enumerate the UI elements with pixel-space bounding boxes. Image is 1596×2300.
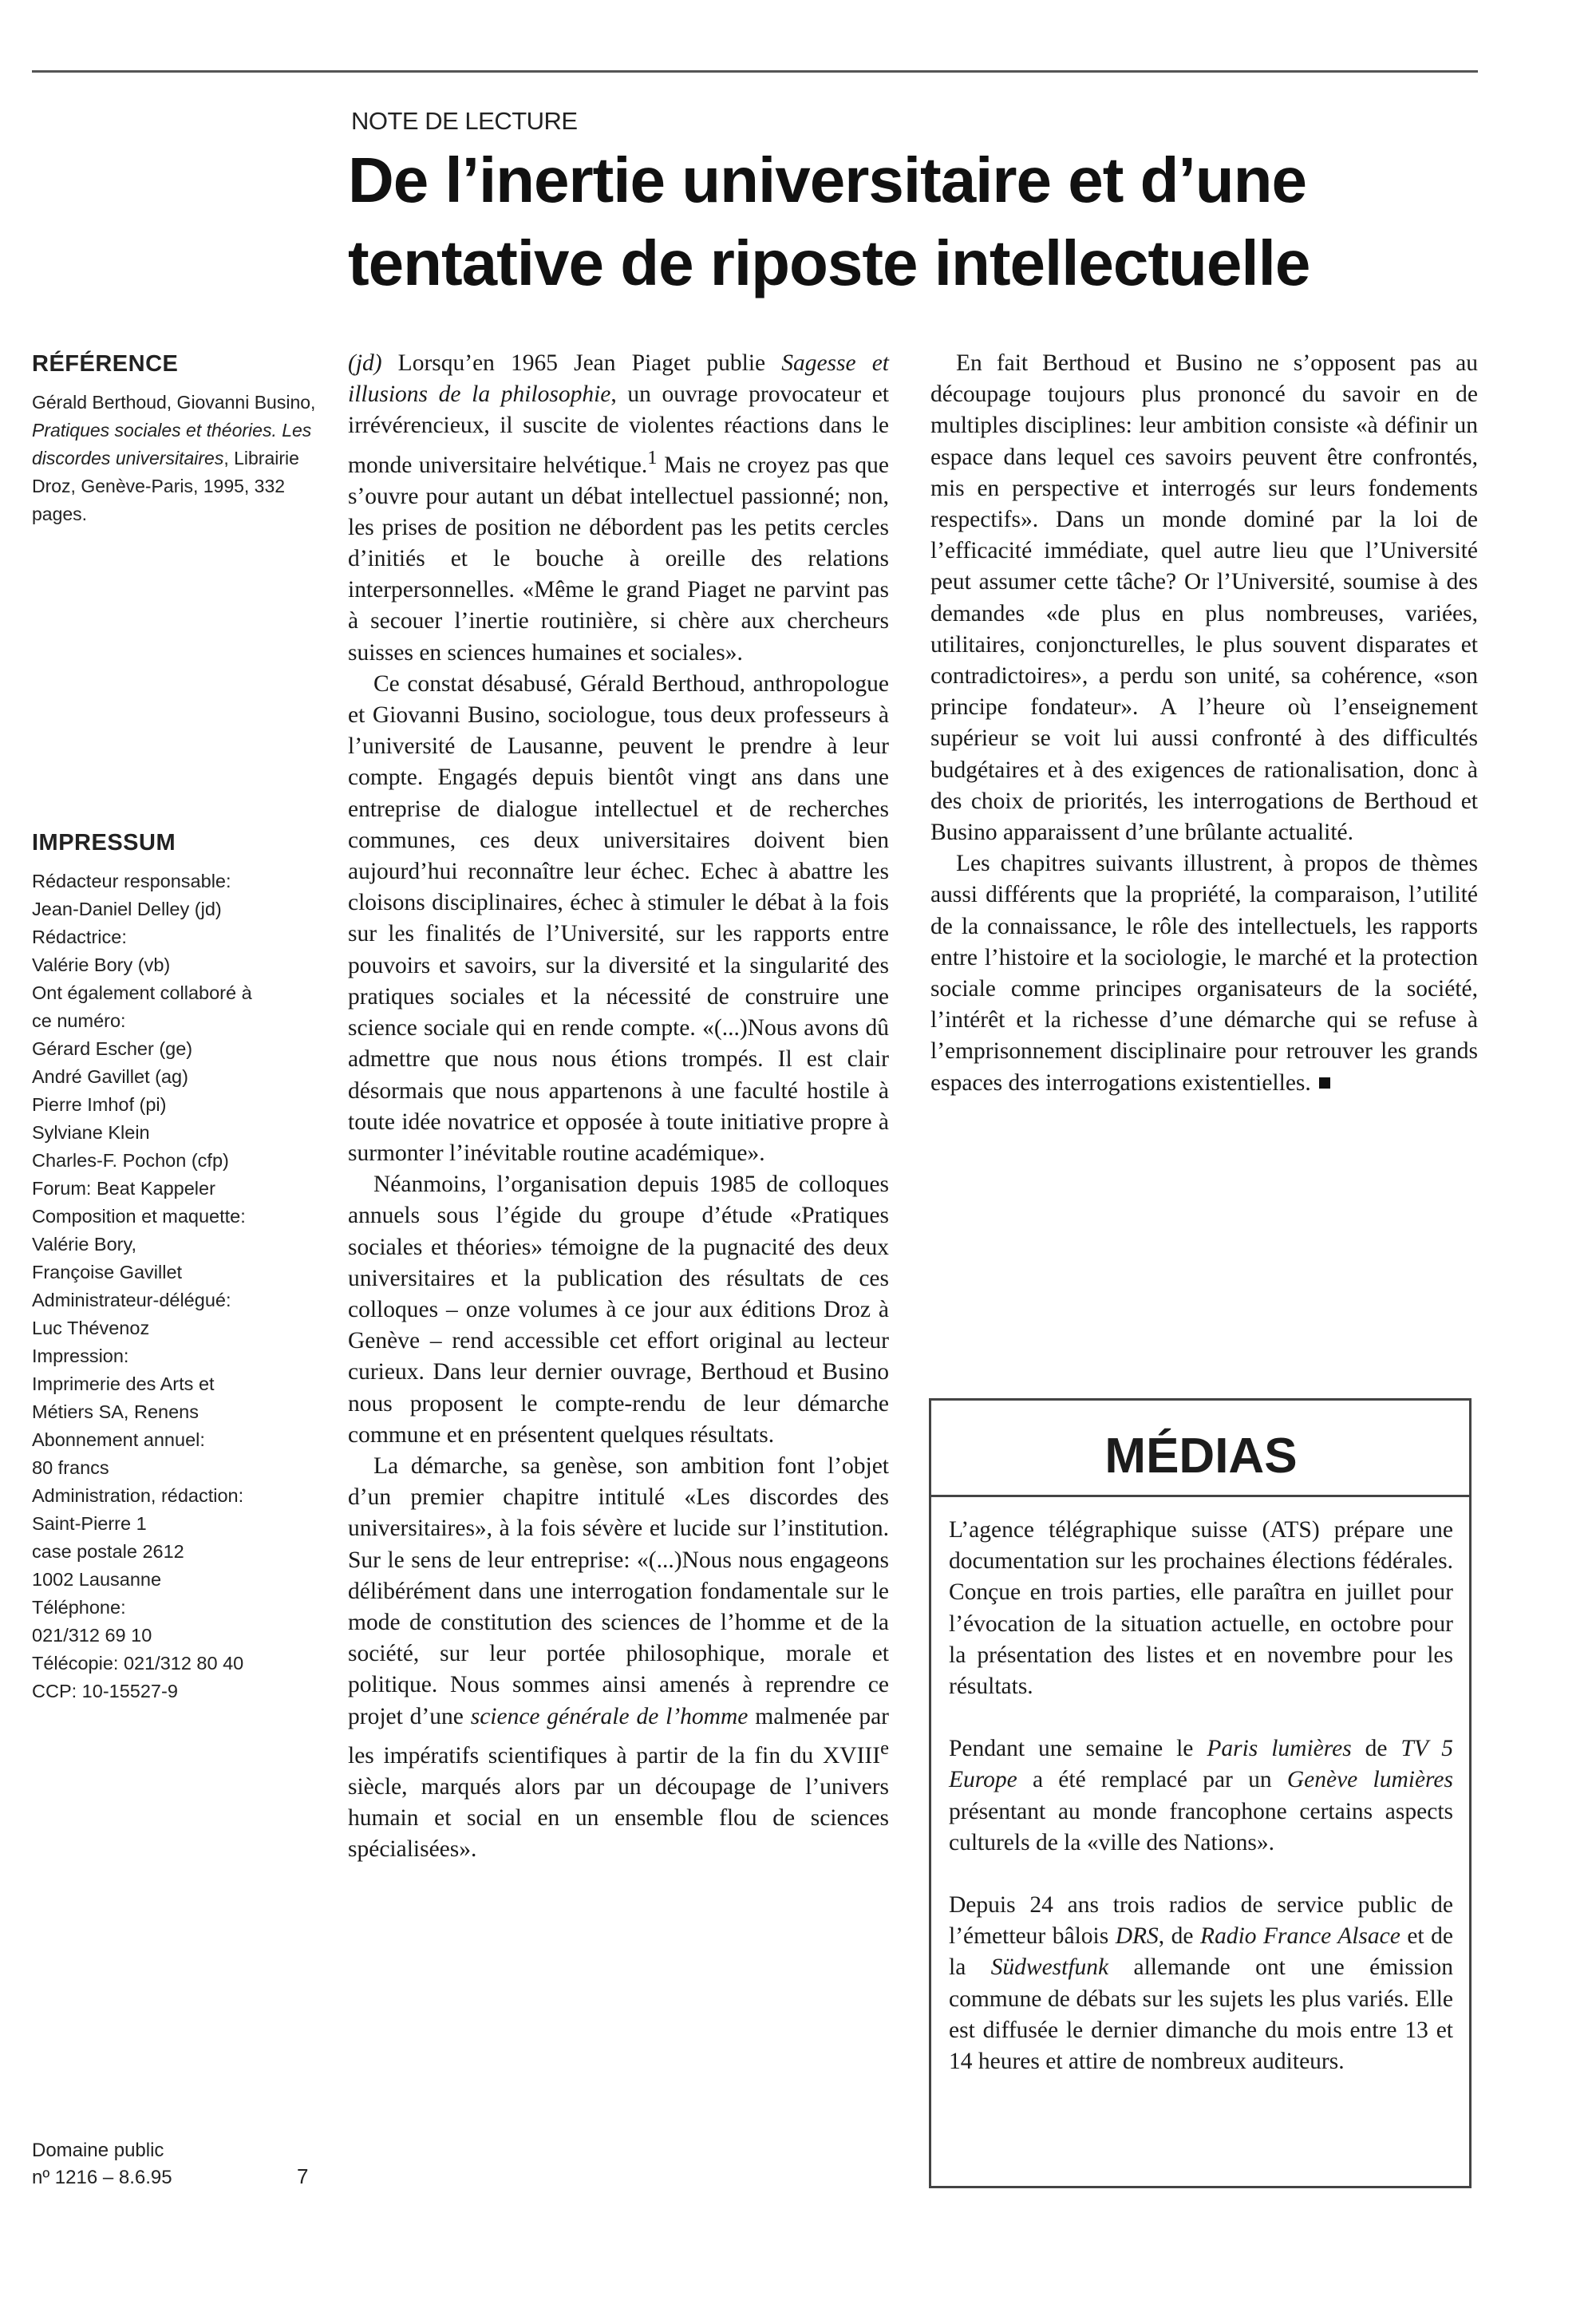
reference-text <box>32 389 319 528</box>
impressum-line: Télécopie: 021/312 80 40 <box>32 1653 244 1674</box>
end-of-article-mark <box>1319 1077 1330 1089</box>
impressum-line: Valérie Bory (vb) <box>32 954 171 975</box>
impressum-line: Françoise Gavillet <box>32 1262 183 1282</box>
medias-item: Pendant une semaine le Paris lumières de TV 5 Europe a été remplacé par un Genève lumières présentant au monde francophone certains aspects culturels de la «ville des Nations». <box>949 1736 1454 1855</box>
reference-publisher: , Librairie Droz, Genève-Paris, 1995, 332 pages. <box>32 448 299 524</box>
article-paragraph: Les chapitres suivants illustrent, à propos de thèmes aussi différents que la propriété, la comparaison, l’utilité de la connaissance, le rôle des intellectuels, les rapports entre l’histoire et la sociologie, le marché et la protection sociale comme principes organisateurs de la société, l’intérêt et la richesse d’une démarche qui se refuse à l’emprisonnement disciplinaire pour retrouver les grands espaces des interrogations existentielles. <box>930 851 1478 1096</box>
impressum-line: Saint-Pierre 1 <box>32 1513 147 1534</box>
medias-item: L’agence télégraphique suisse (ATS) prépare une documentation sur les prochaines élections fédérales. Conçue en trois parties, elle paraîtra en juillet pour l’évocation de la situation actuelle, en octobre pour la présentation des listes et en novembre pour les résultats. <box>949 1517 1453 1700</box>
article-paragraph: (jd) Lorsqu’en 1965 Jean Piaget publie Sagesse et illusions de la philosophie, un ouvrage provocateur et irrévérencieux, il suscite de violentes réactions dans le monde universitaire helvétique.$^1$ Mais ne croyez pas que s’ouvre pour autant un débat intellectuel passionné; non, les prises de position ne débordent pas les petits cercles d’initiés et le bouche à oreille des relations interpersonnelles. «Même le grand Piaget ne parvint pas à secouer l’inertie routinière, si chère aux chercheurs suisses en sciences humaines et sociales». <box>348 350 889 666</box>
century-superscript: e <box>880 1737 889 1759</box>
article-column-2 <box>930 348 1478 1099</box>
article-paragraph: Néanmoins, l’organisation depuis 1985 de colloques annuels sous l’égide du groupe d’étude «Pratiques sociales et théories» témoigne de la pugnacité des deux universitaires et la publication des résultats de ces colloques – onze volumes à ce jour aux éditions Droz à Genève – rend accessible cet effort original au lecteur curieux. Dans leur dernier ouvrage, Berthoud et Busino nous proposent le compte-rendu de leur démarche commune et en présentent quelques résultats. <box>348 1172 889 1448</box>
impressum-line: André Gavillet (ag) <box>32 1066 188 1087</box>
impressum-line: Rédactrice: <box>32 927 127 947</box>
impressum-line: Métiers SA, Renens <box>32 1401 199 1422</box>
reference-section <box>32 351 319 528</box>
footnote-marker: 1 <box>647 446 658 468</box>
article-paragraph: La démarche, sa genèse, son ambition font l’objet d’un premier chapitre intitulé «Les discordes des universitaires», à la fois sévère et lucide sur l’institution. Sur le sens de leur entreprise: «(...)Nous nous engageons délibérément dans une interrogation fondamentale sur le mode de constitution des sciences de l’homme et de la société, sur leur portée philosophique, morale et politique. Nous sommes ainsi amenés à reprendre ce projet d’une science générale de l’homme malmenée par les impératifs scientifiques à partir de la fin du XVIIIe siècle, marqués alors par un découpage de l’univers humain et social en un ensemble flou de sciences spécialisées». <box>348 1452 889 1863</box>
impressum-line: Luc Thévenoz <box>32 1318 150 1338</box>
impressum-line: 1002 Lausanne <box>32 1569 162 1590</box>
issue-number: nº 1216 – 8.6.95 <box>32 2167 172 2188</box>
impressum-line: case postale 2612 <box>32 1541 184 1562</box>
impressum-line: Charles-F. Pochon (cfp) <box>32 1150 229 1171</box>
medias-box <box>929 1398 1472 2188</box>
page-number: 7 <box>297 2164 309 2188</box>
impressum-section <box>32 830 319 1705</box>
emphasized-phrase: science générale de l’homme <box>470 1703 749 1729</box>
impressum-line: CCP: 10-15527-9 <box>32 1681 178 1701</box>
author-signature: (jd) <box>348 350 382 376</box>
impressum-line: ce numéro: <box>32 1010 126 1031</box>
impressum-heading: IMPRESSUM <box>32 830 176 856</box>
impressum-line: Jean-Daniel Delley (jd) <box>32 899 222 919</box>
medias-item: Depuis 24 ans trois radios de service public de l’émetteur bâlois DRS, de Radio France Alsace et de la Südwestfunk allemande ont une émission commune de débats sur les sujets les plus variés. Elle est diffusée le dernier dimanche du mois entre 13 et 14 heures et attire de nombreux auditeurs. <box>949 1892 1453 2075</box>
medias-title: MÉDIAS <box>1104 1429 1298 1484</box>
article-paragraph: Ce constat désabusé, Gérald Berthoud, anthropologue et Giovanni Busino, sociologue, tous deux professeurs à l’université de Lausanne, peuvent le prendre à leur compte. Engagés depuis bientôt vingt ans dans une entreprise de dialogue intellectuel et de recherches communes, ces deux universitaires doivent bien aujourd’hui reconnaître leur échec. Echec à abattre les cloisons disciplinaires, échec à stimuler le débat à la fois sur les finalités de l’Université, sur les rapports entre pouvoirs et savoirs, sur la diversité et la singularité des pratiques sociales et la nécessité de construire une science sociale qui en rende compte. «(...)Nous avons dû admettre que nous nous étions trompés. Il est clair désormais que nous appartenons à une faculté hostile à toute idée novatrice et opposée à toute initiative propre à surmonter l’inévitable routine académique». <box>348 670 889 1166</box>
publication-footer <box>32 2137 319 2191</box>
cited-book-title: Sagesse et illusions de la philosophie <box>348 350 889 408</box>
impressum-line: Pierre Imhof (pi) <box>32 1094 167 1115</box>
impressum-line: 80 francs <box>32 1457 109 1478</box>
impressum-line: Abonnement annuel: <box>32 1429 205 1450</box>
reference-authors: Gérald Berthoud, Giovanni Busino, <box>32 392 316 413</box>
impressum-line: Administrateur-délégué: <box>32 1290 231 1310</box>
impressum-line: Rédacteur responsable: <box>32 871 231 891</box>
impressum-line: Administration, rédaction: <box>32 1485 244 1506</box>
impressum-line: Ont également collaboré à <box>32 982 252 1003</box>
impressum-line: Gérard Escher (ge) <box>32 1038 193 1059</box>
impressum-line: Forum: Beat Kappeler <box>32 1178 215 1199</box>
article-title-line-1: De l’inertie universitaire et d’une <box>348 144 1306 215</box>
impressum-line: 021/312 69 10 <box>32 1625 152 1646</box>
top-rule <box>32 70 1478 73</box>
impressum-line: Sylviane Klein <box>32 1122 150 1143</box>
article-kicker: NOTE DE LECTURE <box>351 107 578 135</box>
impressum-line: Composition et maquette: <box>32 1206 246 1227</box>
impressum-line: Impression: <box>32 1346 129 1366</box>
article-column-1 <box>348 348 889 1865</box>
medias-rule <box>931 1495 1469 1497</box>
reference-book-title: Pratiques sociales et théories. Les discordes universitaires <box>32 420 312 468</box>
reference-heading: RÉFÉRENCE <box>32 351 179 377</box>
impressum-line: Valérie Bory, <box>32 1234 137 1255</box>
article-paragraph: En fait Berthoud et Busino ne s’opposent pas au découpage toujours plus prononcé du savoir en de multiples disciplines: leur ambition consiste «à définir un espace dans lequel ces savoirs peuvent être confrontés, mis en perspective et interrogés sur leurs fondements respectifs». Dans un monde dominé par la loi de l’efficacité immédiate, quel autre lieu que l’Université peut assumer cette tâche? Or l’Université, soumise à des demandes «de plus en plus nombreuses, variées, utilitaires, conjoncturelles, le plus souvent disparates et contradictoires», a perdu son unité, sa cohérence, «son principe fondateur». A l’heure où l’enseignement supérieur se voit lui aussi confronté à des difficultés budgétaires et à des exigences de rationalisation, donc à des choix de priorités, les interrogations de Berthoud et Busino apparaissent d’une brûlante actualité. <box>930 350 1478 846</box>
publication-name: Domaine public <box>32 2140 164 2161</box>
article-title-line-2: tentative de riposte intellectuelle <box>348 227 1310 298</box>
impressum-line: Imprimerie des Arts et <box>32 1373 215 1394</box>
impressum-line: Téléphone: <box>32 1597 126 1618</box>
article-title <box>348 139 1529 305</box>
